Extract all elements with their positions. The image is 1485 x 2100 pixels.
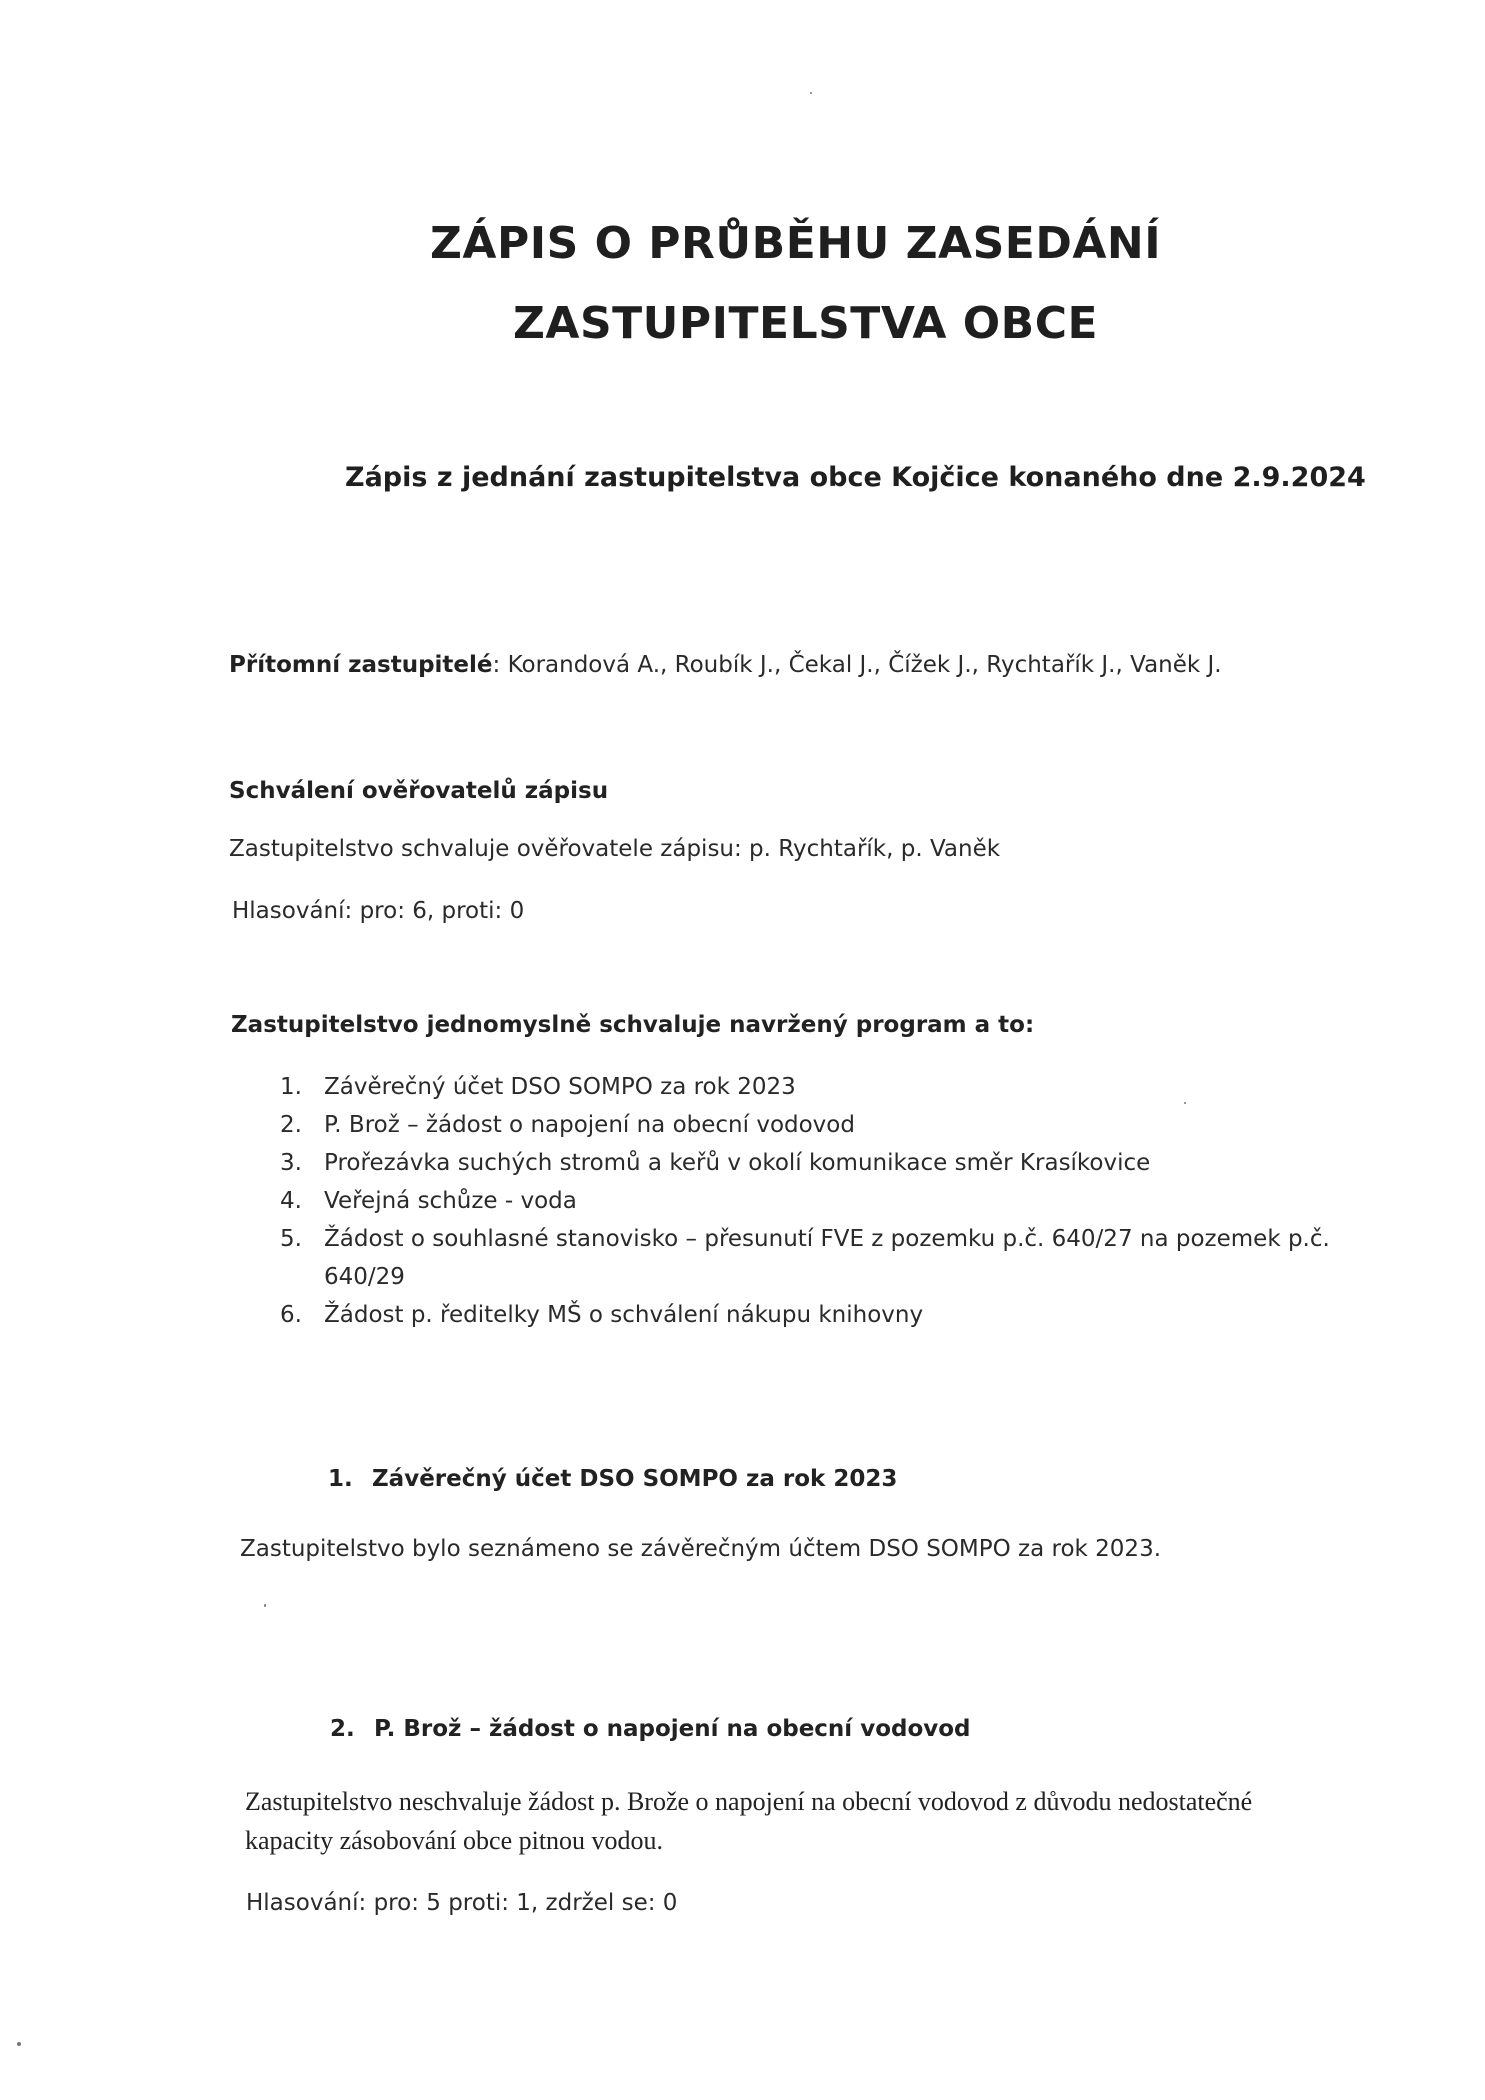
program-list [280, 1068, 1330, 1334]
verifiers-vote: Hlasování: pro: 6, proti: 0 [232, 898, 525, 924]
attendees-label: Přítomní zastupitelé [229, 652, 493, 678]
program-item [280, 1144, 1330, 1182]
program-item [280, 1068, 1330, 1106]
program-item [280, 1106, 1330, 1144]
section2-num: 2. [330, 1716, 355, 1742]
program-item-text: 640/29 [324, 1264, 405, 1290]
scan-speck [264, 1604, 266, 1607]
program-item-text: Veřejná schůze - voda [324, 1188, 577, 1214]
section1-heading [328, 1466, 897, 1492]
verifiers-heading: Schválení ověřovatelů zápisu [229, 778, 609, 804]
scan-speck [1184, 1102, 1186, 1104]
section1-title: Závěrečný účet DSO SOMPO za rok 2023 [372, 1466, 898, 1492]
program-item [280, 1182, 1330, 1220]
program-item-text: Prořezávka suchých stromů a keřů v okolí komunikace směr Krasíkovice [324, 1150, 1151, 1176]
section1-text: Zastupitelstvo bylo seznámeno se závěrečným účtem DSO SOMPO za rok 2023. [240, 1536, 1162, 1562]
section1-num: 1. [328, 1466, 353, 1492]
program-item-continuation [280, 1258, 1330, 1296]
section2-heading [330, 1716, 971, 1742]
section2-text-line2: kapacity zásobování obce pitnou vodou. [245, 1826, 664, 1855]
program-item-num: 6. [280, 1302, 302, 1328]
program-heading: Zastupitelstvo jednomyslně schvaluje navržený program a to: [231, 1012, 1035, 1038]
section2-title: P. Brož – žádost o napojení na obecní vodovod [374, 1716, 971, 1742]
section2-vote: Hlasování: pro: 5 proti: 1, zdržel se: 0 [246, 1890, 678, 1916]
attendees-names: : Korandová A., Roubík J., Čekal J., Čížek J., Rychtařík J., Vaněk J. [492, 652, 1222, 678]
attendees-line [229, 652, 1222, 678]
program-item [280, 1220, 1330, 1258]
program-item [280, 1296, 1330, 1334]
verifiers-text: Zastupitelstvo schvaluje ověřovatele zápisu: p. Rychtařík, p. Vaněk [229, 836, 1001, 862]
program-item-num: 5. [280, 1226, 302, 1252]
program-item-num: 4. [280, 1188, 302, 1214]
document-title-line2: ZASTUPITELSTVA OBCE [513, 298, 1099, 349]
program-item-text: Závěrečný účet DSO SOMPO za rok 2023 [324, 1074, 796, 1100]
scan-speck [810, 92, 812, 94]
document-subtitle: Zápis z jednání zastupitelstva obce Kojčice konaného dne 2.9.2024 [345, 462, 1366, 493]
program-item-text: Žádost o souhlasné stanovisko – přesunutí FVE z pozemku p.č. 640/27 na pozemek p.č. [324, 1226, 1330, 1252]
section2-text-line1: Zastupitelstvo neschvaluje žádost p. Brože o napojení na obecní vodovod z důvodu nedostatečné [245, 1787, 1253, 1816]
program-item-num: 2. [280, 1112, 302, 1138]
program-item-text: P. Brož – žádost o napojení na obecní vodovod [324, 1112, 855, 1138]
program-item-text: Žádost p. ředitelky MŠ o schválení nákupu knihovny [324, 1302, 924, 1328]
document-title-line1: ZÁPIS O PRŮBĚHU ZASEDÁNÍ [430, 218, 1162, 269]
program-item-num: 1. [280, 1074, 302, 1100]
scan-speck [17, 2042, 21, 2046]
program-item-num: 3. [280, 1150, 302, 1176]
